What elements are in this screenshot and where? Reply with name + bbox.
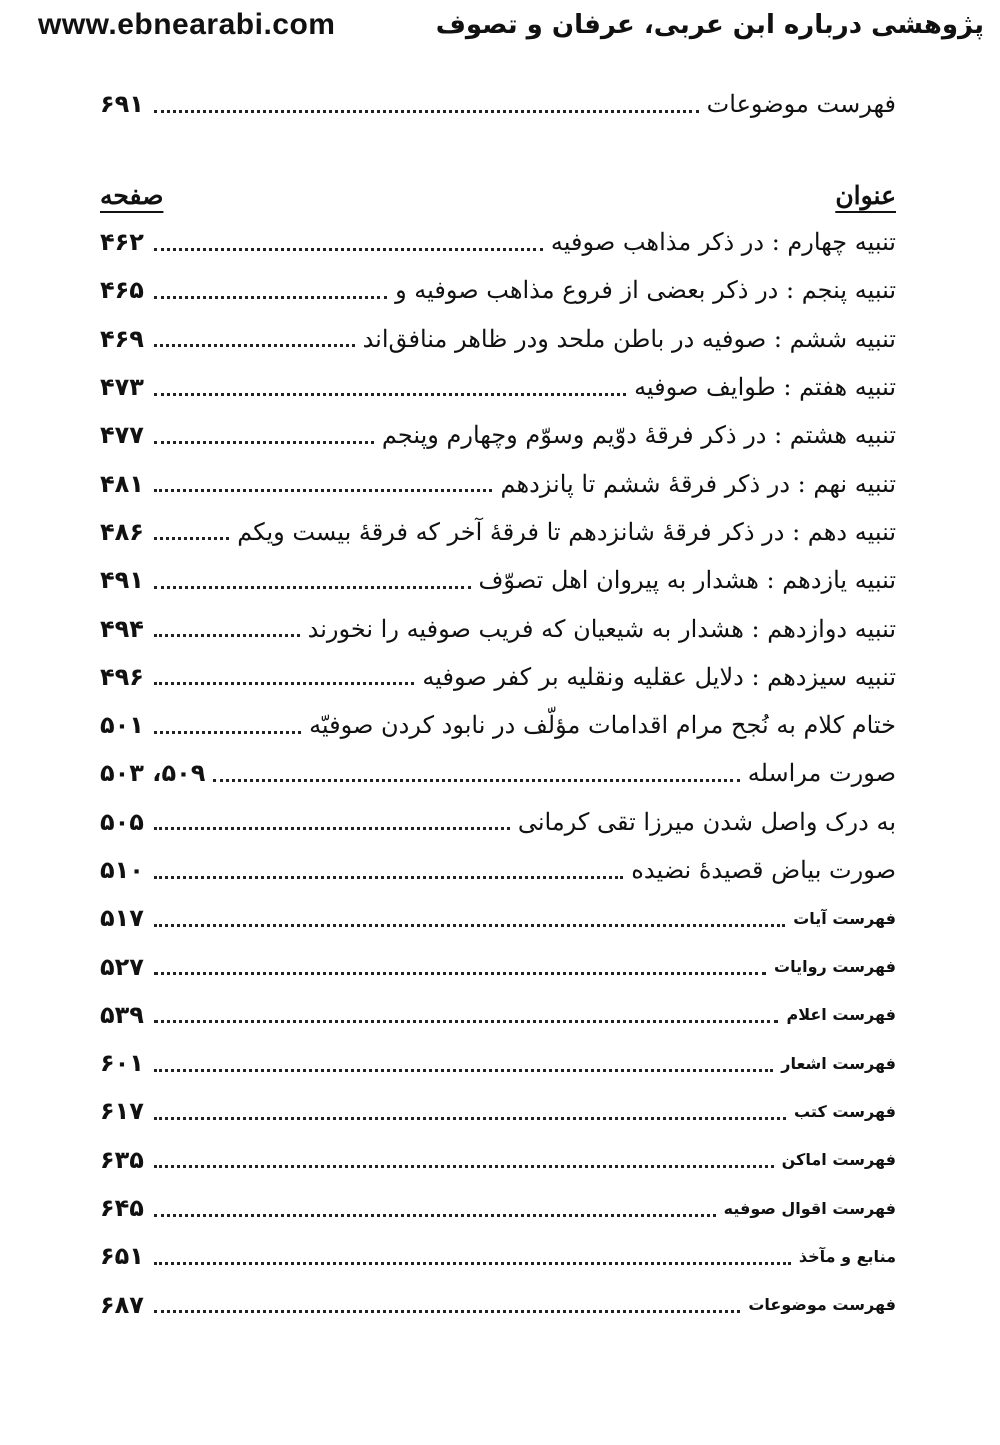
toc-entry xyxy=(100,798,896,846)
toc-entry xyxy=(100,653,896,701)
entry-title: صورت مراسله xyxy=(747,759,896,788)
dot-leader xyxy=(154,924,785,927)
entry-page-number: ۶۱۷ xyxy=(100,1097,144,1126)
toc-entry xyxy=(100,991,896,1039)
dot-leader xyxy=(154,1310,740,1313)
toc-entry xyxy=(100,459,896,507)
entry-title: تنبیه سیزدهم : دلایل عقلیه ونقلیه بر کفر صوفیه xyxy=(422,662,896,691)
entry-title: تنبیه نهم : در ذکر فرقهٔ ششم تا پانزدهم xyxy=(500,469,896,498)
entry-page-number: ۵۱۷ xyxy=(100,904,144,933)
entry-title: تنبیه دوازدهم : هشدار به شیعیان که فریب صوفیه را نخورند xyxy=(307,614,896,643)
dot-leader xyxy=(154,441,374,444)
dot-leader xyxy=(154,537,229,540)
entry-title: تنبیه چهارم : در ذکر مذاهب صوفیه xyxy=(550,228,896,257)
dot-leader xyxy=(154,344,355,347)
entry-page-number: ۵۰۵ xyxy=(100,807,144,836)
entry-page-number: ۴۹۶ xyxy=(100,662,144,691)
toc-entry xyxy=(100,1136,896,1184)
entry-title: تنبیه یازدهم : هشدار به پیروان اهل تصوّف xyxy=(478,566,896,595)
entry-page-number: ۴۷۳ xyxy=(100,373,144,402)
entry-title: تنبیه هشتم : در ذکر فرقهٔ دوّیم وسوّم وچهارم وپنجم xyxy=(381,421,896,450)
entry-page-number: ۴۹۴ xyxy=(100,614,144,643)
toc-entry xyxy=(100,1087,896,1135)
entry-page-number: ۶۹۱ xyxy=(100,90,144,118)
dot-leader xyxy=(154,876,623,879)
toc-entry xyxy=(100,363,896,411)
column-headers xyxy=(100,170,896,210)
toc-entry xyxy=(100,508,896,556)
toc-entry xyxy=(100,266,896,314)
entry-title: تنبیه هفتم : طوایف صوفیه xyxy=(634,373,896,402)
toc-entry xyxy=(100,411,896,459)
toc-entry xyxy=(100,1281,896,1329)
dot-leader xyxy=(154,731,301,734)
toc-entry xyxy=(100,218,896,266)
entry-title: تنبیه دهم : در ذکر فرقهٔ شانزدهم تا فرقهٔ آخر که فرقهٔ بیست ویکم xyxy=(237,517,896,546)
entry-title: فهرست اشعار xyxy=(781,1053,896,1073)
entry-page-number: ۴۶۲ xyxy=(100,228,144,257)
dot-leader xyxy=(154,586,471,589)
entry-page-number: ۴۸۱ xyxy=(100,469,144,498)
dot-leader xyxy=(154,1020,778,1023)
entry-title: تنبیه پنجم : در ذکر بعضی از فروع مذاهب صوفیه و xyxy=(395,276,896,305)
entry-page-number: ۴۶۹ xyxy=(100,324,144,353)
entry-title: فهرست اعلام xyxy=(786,1005,896,1025)
dot-leader xyxy=(154,1117,786,1120)
dot-leader xyxy=(154,1165,774,1168)
entry-page-number: ۵۰۱ xyxy=(100,711,144,740)
dot-leader xyxy=(154,972,766,975)
entry-title: فهرست روایات xyxy=(774,957,896,977)
dot-leader xyxy=(154,296,387,299)
entry-page-number: ۵۰۹، ۵۰۳ xyxy=(100,759,206,788)
entry-title: فهرست موضوعات xyxy=(748,1295,896,1315)
entry-title: فهرست آیات xyxy=(793,908,896,928)
entry-page-number: ۵۳۹ xyxy=(100,1000,144,1029)
toc-entry xyxy=(100,315,896,363)
top-toc-entry xyxy=(100,84,896,124)
toc-entry xyxy=(100,846,896,894)
dot-leader xyxy=(154,393,626,396)
entry-page-number: ۶۴۵ xyxy=(100,1194,144,1223)
entry-page-number: ۴۸۶ xyxy=(100,517,144,546)
toc-entry xyxy=(100,749,896,797)
dot-leader xyxy=(154,1069,773,1072)
entry-title: به درک واصل شدن میرزا تقی کرمانی xyxy=(517,807,896,836)
toc-entry xyxy=(100,1232,896,1280)
entry-title: ختام کلام به نُجح مرام اقدامات مؤلّف در نابود کردن صوفیّه xyxy=(309,711,896,740)
dot-leader xyxy=(213,779,739,782)
entry-title: فهرست اقوال صوفیه xyxy=(723,1198,896,1218)
toc-entry xyxy=(100,604,896,652)
entry-page-number: ۴۷۷ xyxy=(100,421,144,450)
entry-title: فهرست کتب xyxy=(793,1101,896,1121)
entry-title: فهرست اماکن xyxy=(781,1150,896,1170)
toc-entry xyxy=(100,701,896,749)
dot-leader xyxy=(154,1214,716,1217)
entry-page-number: ۴۹۱ xyxy=(100,566,144,595)
entry-title: صورت بیاض قصیدهٔ نضیده xyxy=(631,856,896,884)
dot-leader xyxy=(154,248,543,251)
dot-leader xyxy=(154,110,699,113)
toc-entry xyxy=(100,894,896,942)
entry-page-number: ۶۵۱ xyxy=(100,1242,144,1271)
dot-leader xyxy=(154,827,510,830)
entry-page-number: ۶۰۱ xyxy=(100,1049,144,1078)
entry-title: منابع و مآخذ xyxy=(798,1246,896,1266)
toc-entry xyxy=(100,556,896,604)
entry-page-number: ۶۳۵ xyxy=(100,1145,144,1174)
entry-page-number: ۵۱۰ xyxy=(100,856,144,884)
dot-leader xyxy=(154,634,300,637)
toc-entry xyxy=(100,942,896,990)
dot-leader xyxy=(154,1262,791,1265)
toc-entry xyxy=(100,1039,896,1087)
dot-leader xyxy=(154,682,414,685)
dot-leader xyxy=(154,489,492,492)
entry-page-number: ۵۲۷ xyxy=(100,952,144,981)
table-of-contents xyxy=(100,218,896,1329)
entry-page-number: ۶۸۷ xyxy=(100,1290,144,1319)
site-url[interactable]: www.ebnearabi.com xyxy=(38,8,336,41)
book-title: پژوهشی درباره ابن عربی، عرفان و تصوف xyxy=(435,10,984,40)
toc-entry xyxy=(100,1184,896,1232)
entry-page-number: ۴۶۵ xyxy=(100,276,144,305)
page-column-header: صفحه xyxy=(100,181,164,210)
entry-title: تنبیه ششم : صوفیه در باطن ملحد ودر ظاهر منافق‌اند xyxy=(362,324,896,353)
entry-title: فهرست موضوعات xyxy=(706,90,896,118)
title-column-header: عنوان xyxy=(835,181,896,210)
